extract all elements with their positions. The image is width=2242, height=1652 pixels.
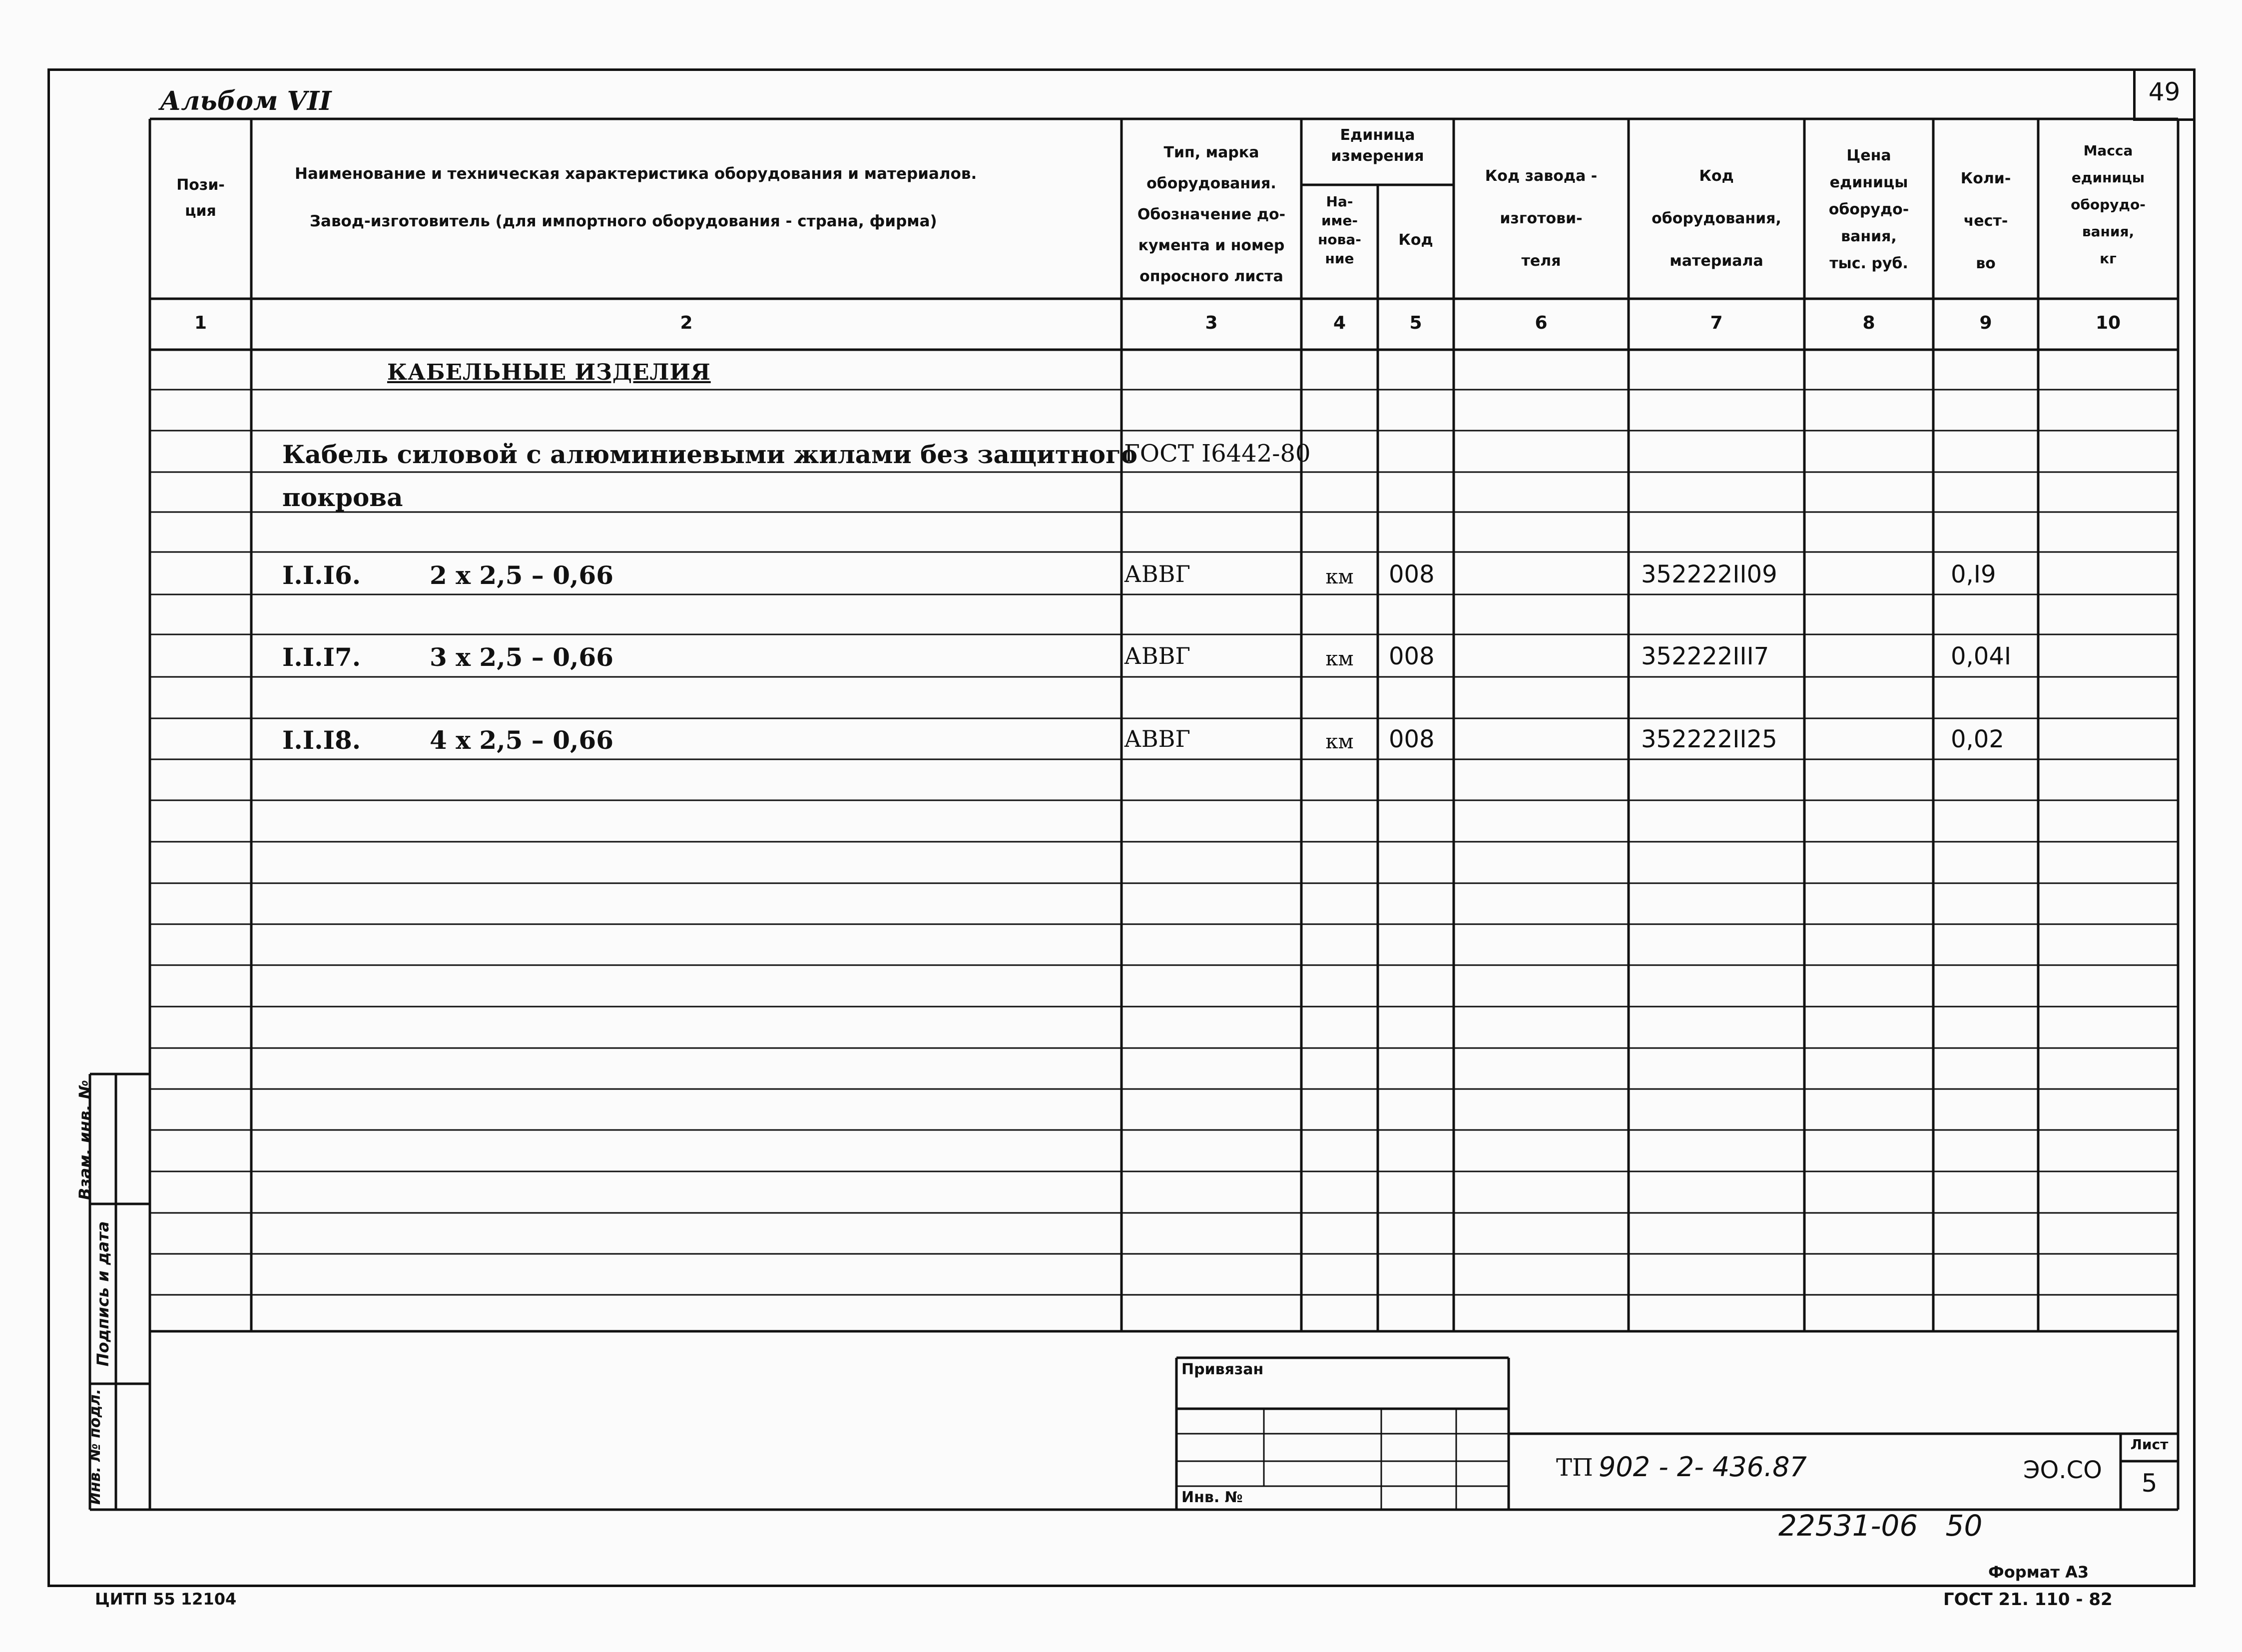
header-equipment-code: Код оборудования, материала [1652, 167, 1781, 270]
header-quantity: Коли- чест- во [1960, 170, 2011, 272]
row-equipment-code: 352222II25 [1641, 725, 1777, 753]
row-unit: км [1325, 730, 1354, 753]
row-unit: км [1325, 647, 1354, 670]
col-number-3: 3 [1205, 313, 1218, 333]
header-type: Тип, марка оборудования. Обозначение до- кумента и номер опросного листа [1137, 144, 1286, 285]
row-position: I.I.I7. [282, 642, 361, 672]
gost-bottom: ГОСТ 21. 110 - 82 [1943, 1590, 2113, 1610]
col-number-9: 9 [1979, 313, 1992, 333]
cable-gost: ГОСТ I6442-80 [1124, 440, 1311, 468]
side-stamp-podpis: Подпись и дата [93, 1221, 112, 1367]
top-sheet-number: 49 [2148, 77, 2181, 106]
tsitp-label: ЦИТП 55 12104 [95, 1590, 237, 1609]
row-unit: км [1325, 565, 1354, 588]
header-factory-code: Код завода - изготови- теля [1485, 167, 1598, 270]
stamp-list-label: Лист [2130, 1436, 2169, 1453]
stamp-doc-prefix: ТП [1556, 1454, 1593, 1482]
row-type: АВВГ [1124, 725, 1190, 752]
row-type: АВВГ [1124, 560, 1190, 587]
row-unit-code: 008 [1389, 642, 1435, 670]
handwritten-number: 22531-06 50 [1778, 1509, 1983, 1543]
col-number-1: 1 [194, 313, 207, 333]
header-name-line2: Завод-изготовитель (для импортного оборудования - страна, фирма) [310, 212, 937, 230]
row-type: АВВГ [1124, 642, 1190, 669]
stamp-inv-no: Инв. № [1181, 1489, 1243, 1506]
row-unit-code: 008 [1389, 725, 1435, 753]
stamp-privyazan: Привязан [1181, 1361, 1264, 1378]
row-position: I.I.I8. [282, 725, 361, 755]
cable-description-line2: покрова [282, 483, 403, 512]
stamp-list-number: 5 [2141, 1469, 2158, 1498]
header-position: Пози- ция [176, 176, 225, 220]
cable-description-line1: Кабель силовой с алюминиевыми жилами без защитного [282, 440, 1137, 469]
row-quantity: 0,I9 [1951, 560, 1996, 588]
stamp-doc-code: 902 - 2- 436.87 [1599, 1451, 1807, 1483]
header-name-line1: Наименование и техническая характеристика оборудования и материалов. [295, 165, 977, 183]
header-price: Цена единицы оборудо- вания, тыс. руб. [1828, 147, 1909, 272]
row-quantity: 0,02 [1951, 725, 2004, 753]
header-mass: Масса единицы оборудо- вания, кг [2071, 142, 2146, 267]
col-number-2: 2 [680, 313, 693, 333]
format-label: Формат А3 [1988, 1563, 2089, 1582]
col-number-7: 7 [1710, 313, 1723, 333]
album-label: Альбом VII [160, 86, 332, 116]
col-number-4: 4 [1333, 313, 1346, 333]
header-unit-name: На- име- нова- ние [1318, 193, 1361, 267]
row-unit-code: 008 [1389, 560, 1435, 588]
row-spec: 2 x 2,5 – 0,66 [430, 560, 613, 590]
section-title: КАБЕЛЬНЫЕ ИЗДЕЛИЯ [387, 360, 711, 385]
header-unit: Единица измерения [1331, 126, 1424, 165]
stamp-section: ЭО.СО [2023, 1456, 2102, 1484]
col-number-5: 5 [1409, 313, 1422, 333]
row-equipment-code: 352222III7 [1641, 642, 1769, 670]
side-stamp-vzam: Взам. инв. № [75, 1080, 94, 1200]
row-position: I.I.I6. [282, 560, 361, 590]
col-number-6: 6 [1535, 313, 1548, 333]
side-stamp-inv-podl: Инв. № подл. [86, 1388, 104, 1505]
header-unit-code: Код [1398, 231, 1433, 249]
row-equipment-code: 352222II09 [1641, 560, 1777, 588]
row-spec: 4 x 2,5 – 0,66 [430, 725, 613, 755]
row-quantity: 0,04I [1951, 642, 2012, 670]
col-number-8: 8 [1862, 313, 1875, 333]
col-number-10: 10 [2095, 313, 2121, 333]
row-spec: 3 x 2,5 – 0,66 [430, 642, 613, 672]
